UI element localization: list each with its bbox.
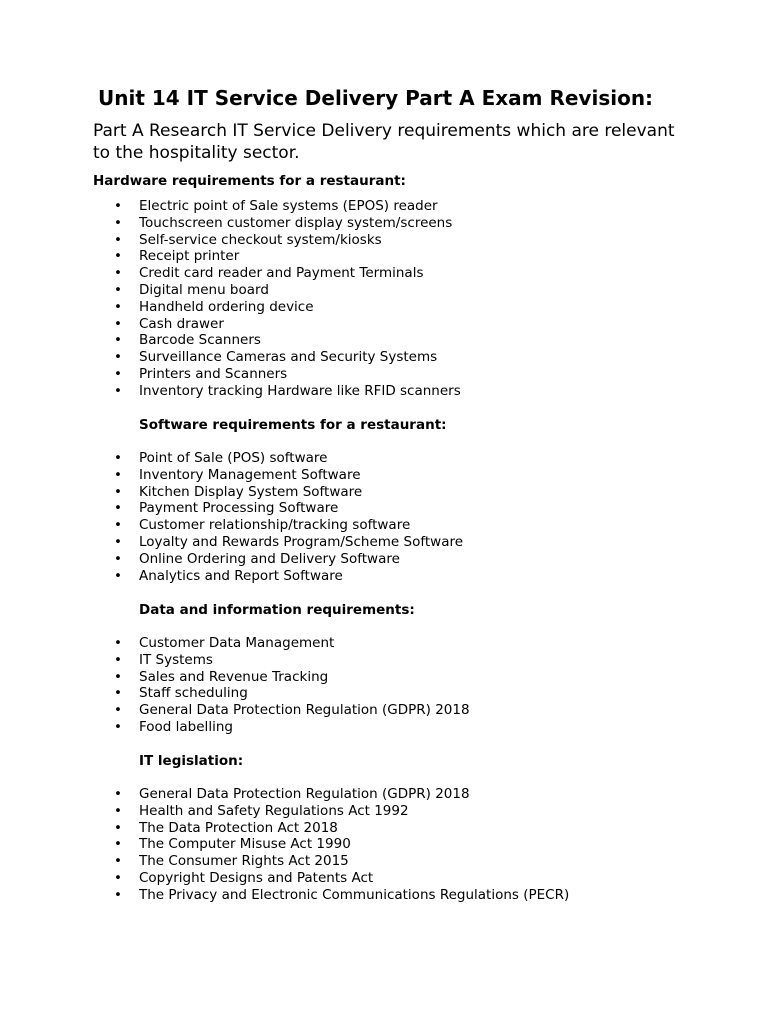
list-item: • Inventory Management Software [114,467,463,484]
list-item: • Surveillance Cameras and Security Systems [114,349,461,366]
list-item: • Customer relationship/tracking software [114,517,463,534]
list-item: • Online Ordering and Delivery Software [114,551,463,568]
list-item: • Point of Sale (POS) software [114,450,463,467]
list-item: • Inventory tracking Hardware like RFID scanners [114,383,461,400]
list-item: • Touchscreen customer display system/screens [114,215,461,232]
list-item: • Cash drawer [114,316,461,333]
list-item: • Receipt printer [114,248,461,265]
it-legislation-heading: IT legislation: [139,753,244,769]
it-legislation-list [114,786,569,904]
list-item: • General Data Protection Regulation (GDPR) 2018 [114,786,569,803]
list-item: • The Privacy and Electronic Communications Regulations (PECR) [114,887,569,904]
list-item: • Handheld ordering device [114,299,461,316]
page-title: Unit 14 IT Service Delivery Part A Exam Revision: [98,86,654,110]
list-item: • Printers and Scanners [114,366,461,383]
list-item: • Kitchen Display System Software [114,484,463,501]
list-item: • Electric point of Sale systems (EPOS) reader [114,198,461,215]
data-requirements-list [114,635,470,736]
list-item: • Payment Processing Software [114,500,463,517]
list-item: • Loyalty and Rewards Program/Scheme Software [114,534,463,551]
data-requirements-heading: Data and information requirements: [139,602,415,618]
list-item: • Digital menu board [114,282,461,299]
list-item: • Self-service checkout system/kiosks [114,232,461,249]
list-item: • IT Systems [114,652,470,669]
software-list [114,450,463,584]
list-item: • Copyright Designs and Patents Act [114,870,569,887]
list-item: • Staff scheduling [114,685,470,702]
list-item: • Health and Safety Regulations Act 1992 [114,803,569,820]
list-item: • Sales and Revenue Tracking [114,669,470,686]
list-item: • The Consumer Rights Act 2015 [114,853,569,870]
hardware-list [114,198,461,400]
hardware-heading: Hardware requirements for a restaurant: [93,173,406,189]
list-item: • The Computer Misuse Act 1990 [114,836,569,853]
intro-paragraph: Part A Research IT Service Delivery requirements which are relevant to the hospitality sector. [93,121,675,163]
software-heading: Software requirements for a restaurant: [139,417,447,433]
list-item: • Credit card reader and Payment Terminals [114,265,461,282]
list-item: • The Data Protection Act 2018 [114,820,569,837]
list-item: • Barcode Scanners [114,332,461,349]
list-item: • Food labelling [114,719,470,736]
list-item: • Customer Data Management [114,635,470,652]
list-item: • Analytics and Report Software [114,568,463,585]
list-item: • General Data Protection Regulation (GDPR) 2018 [114,702,470,719]
